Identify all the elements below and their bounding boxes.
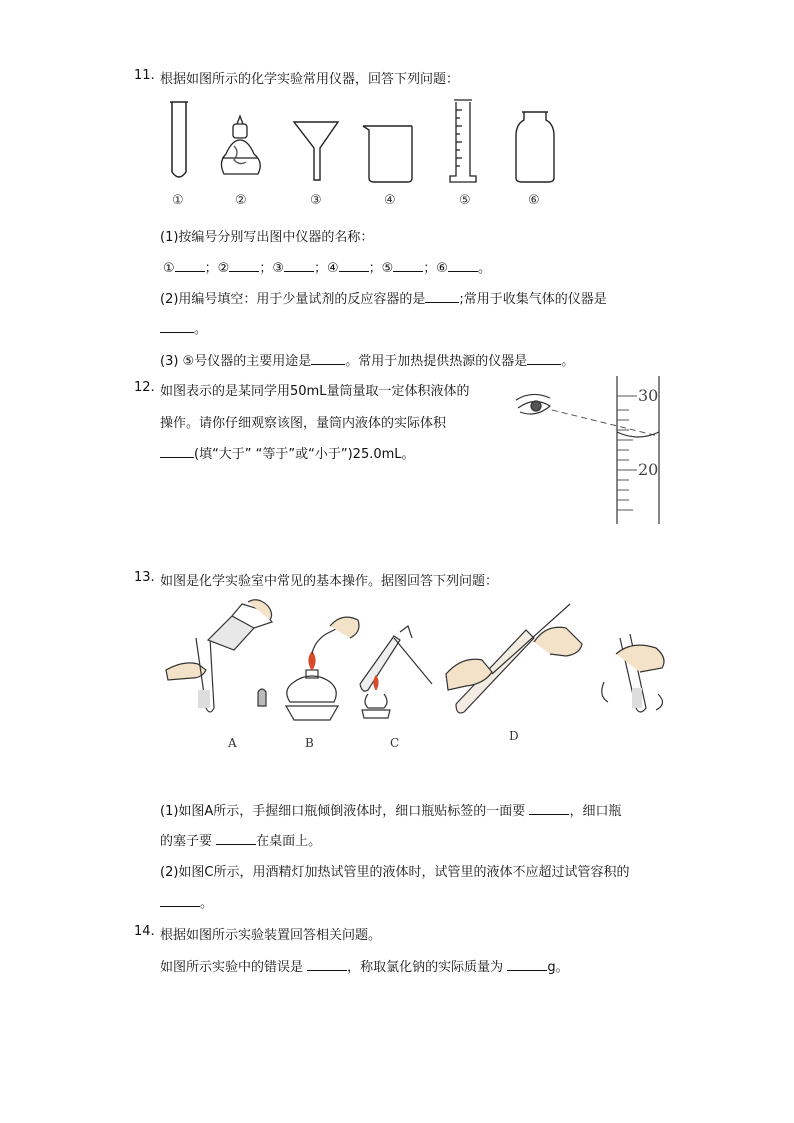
graduated-cylinder-illustration bbox=[450, 100, 476, 182]
alcohol-lamp-illustration bbox=[221, 116, 260, 174]
q11-part2-cont: 。 bbox=[160, 318, 207, 337]
q11-part3: (3) ⑤号仪器的主要用途是 。常用于加热提供热源的仪器是 。 bbox=[160, 354, 575, 369]
answer-blank-6[interactable] bbox=[448, 259, 478, 272]
operation-label-c: C bbox=[390, 736, 400, 750]
operation-label-d: D bbox=[509, 729, 519, 743]
q13-part1: (1)如图A所示，手握细口瓶倾倒液体时，细口瓶贴标签的一面要 ，细口瓶 bbox=[160, 804, 622, 819]
q11-part1-prompt: (1)按编号分别写出图中仪器的名称： bbox=[160, 230, 374, 245]
q12-line2: 操作。请你仔细观察该图，量筒内液体的实际体积 bbox=[160, 416, 447, 431]
answer-blank-error[interactable] bbox=[307, 958, 347, 971]
q11-apparatus-figure bbox=[160, 96, 580, 191]
tick-label-20: 20 bbox=[638, 460, 659, 479]
test-tube-illustration bbox=[170, 102, 188, 177]
answer-blank-label-side[interactable] bbox=[529, 802, 569, 815]
funnel-illustration bbox=[294, 122, 338, 180]
answer-blank-2[interactable] bbox=[229, 259, 259, 272]
answer-blank-1[interactable] bbox=[175, 259, 205, 272]
q13-operations-figure bbox=[162, 598, 688, 748]
q11-part1-answers: ① ；② ；③ ；④ ；⑤ ；⑥ 。 bbox=[163, 261, 491, 276]
answer-blank-reaction-container[interactable] bbox=[425, 290, 459, 303]
answer-blank-3[interactable] bbox=[284, 259, 314, 272]
apparatus-label-4: ④ bbox=[384, 193, 396, 208]
answer-blank-cylinder-use[interactable] bbox=[311, 352, 345, 365]
apparatus-label-6: ⑥ bbox=[528, 193, 540, 208]
operation-shaking-tube-illustration bbox=[602, 634, 664, 712]
q11-number: 11. bbox=[134, 68, 155, 83]
q12-cylinder-reading-figure bbox=[510, 374, 666, 526]
operation-c-heating-tube-illustration bbox=[360, 626, 432, 718]
q11-part2: (2)用编号填空：用于少量试剂的反应容器的是 ;常用于收集气体的仪器是 bbox=[160, 292, 607, 307]
apparatus-label-5: ⑤ bbox=[459, 193, 471, 208]
q12-line3: (填“大于” “等于”或“小于”)25.0mL。 bbox=[160, 443, 415, 462]
apparatus-label-1: ① bbox=[172, 193, 184, 208]
operation-d-adding-solid-illustration bbox=[446, 604, 582, 713]
q13-stem: 如图是化学实验室中常见的基本操作。据图回答下列问题： bbox=[160, 574, 499, 589]
answer-blank-stopper[interactable] bbox=[216, 832, 256, 845]
q13-part2: (2)如图C所示，用酒精灯加热试管里的液体时，试管里的液体不应超过试管容积的 bbox=[160, 865, 630, 880]
gas-bottle-illustration bbox=[516, 112, 554, 182]
answer-blank-tube-volume[interactable] bbox=[160, 894, 200, 907]
answer-blank-5[interactable] bbox=[393, 259, 423, 272]
q11-stem: 根据如图所示的化学实验常用仪器，回答下列问题： bbox=[160, 72, 460, 87]
q13-part2-cont: 。 bbox=[160, 892, 213, 911]
q14-stem: 根据如图所示实验装置回答相关问题。 bbox=[160, 928, 382, 943]
answer-blank-gas-collection[interactable] bbox=[160, 320, 194, 333]
q14-number: 14. bbox=[134, 924, 155, 939]
answer-blank-4[interactable] bbox=[339, 259, 369, 272]
operation-label-a: A bbox=[228, 736, 237, 750]
beaker-illustration bbox=[363, 126, 412, 182]
eye-illustration bbox=[516, 394, 550, 414]
q13-part1-cont: 的塞子要 在桌面上。 bbox=[160, 834, 322, 849]
operation-a-pouring-illustration bbox=[166, 600, 272, 712]
apparatus-label-3: ③ bbox=[310, 193, 322, 208]
q12-line1: 如图表示的是某同学用50mL量筒量取一定体积液体的 bbox=[160, 384, 470, 399]
answer-blank-mass[interactable] bbox=[507, 958, 547, 971]
apparatus-label-2: ② bbox=[235, 193, 247, 208]
answer-blank-volume[interactable] bbox=[160, 445, 194, 458]
tick-label-30: 30 bbox=[638, 386, 659, 405]
q14-part1: 如图所示实验中的错误是 ，称取氯化钠的实际质量为 g。 bbox=[160, 960, 569, 975]
operation-label-b: B bbox=[305, 736, 314, 750]
answer-blank-heat-source[interactable] bbox=[527, 352, 561, 365]
operation-b-lighting-lamp-illustration bbox=[286, 617, 359, 720]
q12-number: 12. bbox=[134, 380, 155, 395]
q13-number: 13. bbox=[134, 570, 155, 585]
